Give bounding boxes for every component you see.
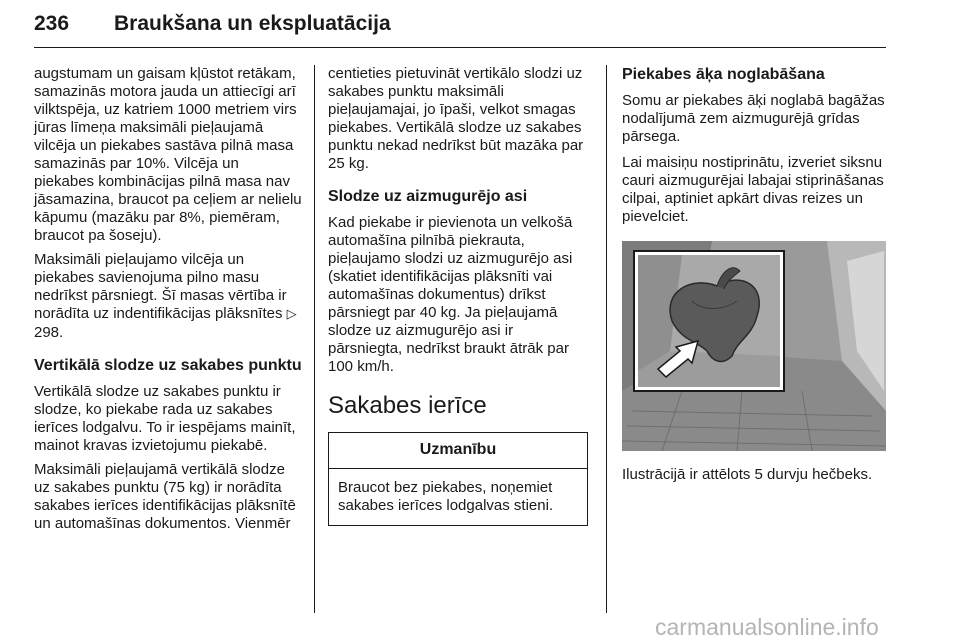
column-left (34, 65, 302, 539)
page-number: 236 (34, 12, 70, 35)
heading-tow-hook-storage: Piekabes āķa noglabāšana (622, 66, 825, 83)
paragraph-vertical-load-def: Vertikālā slodze uz sakabes punktu ir slodze, ko piekabe rada uz sakabes ierīces lodgalvu. To ir iespējams mainīt, mainot kravas izvietojumu piekabē. (34, 383, 296, 454)
page-header (34, 12, 886, 48)
column-middle (328, 65, 590, 526)
paragraph-vertical-load-max: Maksimāli pieļaujamā vertikālā slodze uz sakabes punktu (75 kg) ir norādīta sakabes ierīces identifikācijas plāksnītē un automašīnas dokumentos. Vienmēr (34, 461, 296, 532)
heading-rear-axle-load: Slodze uz aizmugurējo asi (328, 188, 528, 205)
caution-box (328, 432, 588, 526)
caution-body: Braucot bez piekabes, noņemiet sakabes ierīces lodgalvas stieni. (338, 479, 554, 514)
header-divider (34, 47, 886, 48)
paragraph-altitude: augstumam un gaisam kļūstot retākam, samazinās motora jauda un attiecīgi arī vilktspēja, uz katriem 1000 metriem virs jūras līmeņa maksimāli pieļaujamā vilcēja un piekabes sastāva pilnā masa samazinās par 10%. Vilcēja un piekabes kombinācijas pilnā masa nav jāsamazina, braucot pa ceļiem ar nelielu kāpumu (mazāku par 8%, piemēram, braucot pa šoseju). (34, 65, 302, 244)
column-divider-right (606, 65, 607, 613)
watermark-text: carmanualsonline.info (655, 614, 879, 640)
paragraph-storage-location: Somu ar piekabes āķi noglabā bagāžas nodalījumā zem aizmugurējā grīdas pārsega. (622, 92, 885, 145)
column-divider-left (314, 65, 315, 613)
illustration-caption: Ilustrācijā ir attēlots 5 durvju hečbeks. (622, 466, 873, 483)
paragraph-rear-axle-load: Kad piekabe ir pievienota un velkošā automašīna pilnībā piekrauta, pieļaujamo slodzi uz aizmugurējo asi (skatiet identifikācijas plāksnīti vai automašīnas dokumentus) drīkst pārsniegt par 40 kg. Ja pieļaujamā slodze uz aizmugurējo asi ir pārsniegta, nedrīkst braukt ātrāk par 100 km/h. (328, 214, 573, 375)
page-title: Braukšana un ekspluatācija (114, 12, 391, 35)
trunk-illustration-image (622, 241, 886, 451)
column-right (622, 65, 888, 490)
reference-arrow-icon: ▷ (286, 307, 297, 322)
section-title-towbar: Sakabes ierīce (328, 392, 487, 419)
page-reference-link[interactable]: 298. (34, 324, 64, 341)
heading-vertical-load: Vertikālā slodze uz sakabes punktu (34, 357, 302, 374)
caution-title: Uzmanību (329, 433, 587, 469)
paragraph-max-mass-text: Maksimāli pieļaujamo vilcēja un piekabes savienojuma pilno masu nedrīkst pārsniegt. Šī masas vērtība ir norādīta uz indentifikācijas plāksnītes (34, 251, 287, 322)
paragraph-storage-strap: Lai maisiņu nostiprinātu, izveriet siksnu cauri aizmugurējai labajai stiprināšanas cilpai, aptiniet apkārt divas reizes un pievelciet. (622, 154, 884, 225)
paragraph-max-mass (34, 251, 302, 342)
paragraph-vertical-load-cont: centieties pietuvināt vertikālo slodzi uz sakabes punktu maksimāli pieļaujamajai, jo īpaši, velkot smagas piekabes. Vertikālā slodze uz sakabes punktu nekad nedrīkst būt mazāka par 25 kg. (328, 65, 584, 172)
